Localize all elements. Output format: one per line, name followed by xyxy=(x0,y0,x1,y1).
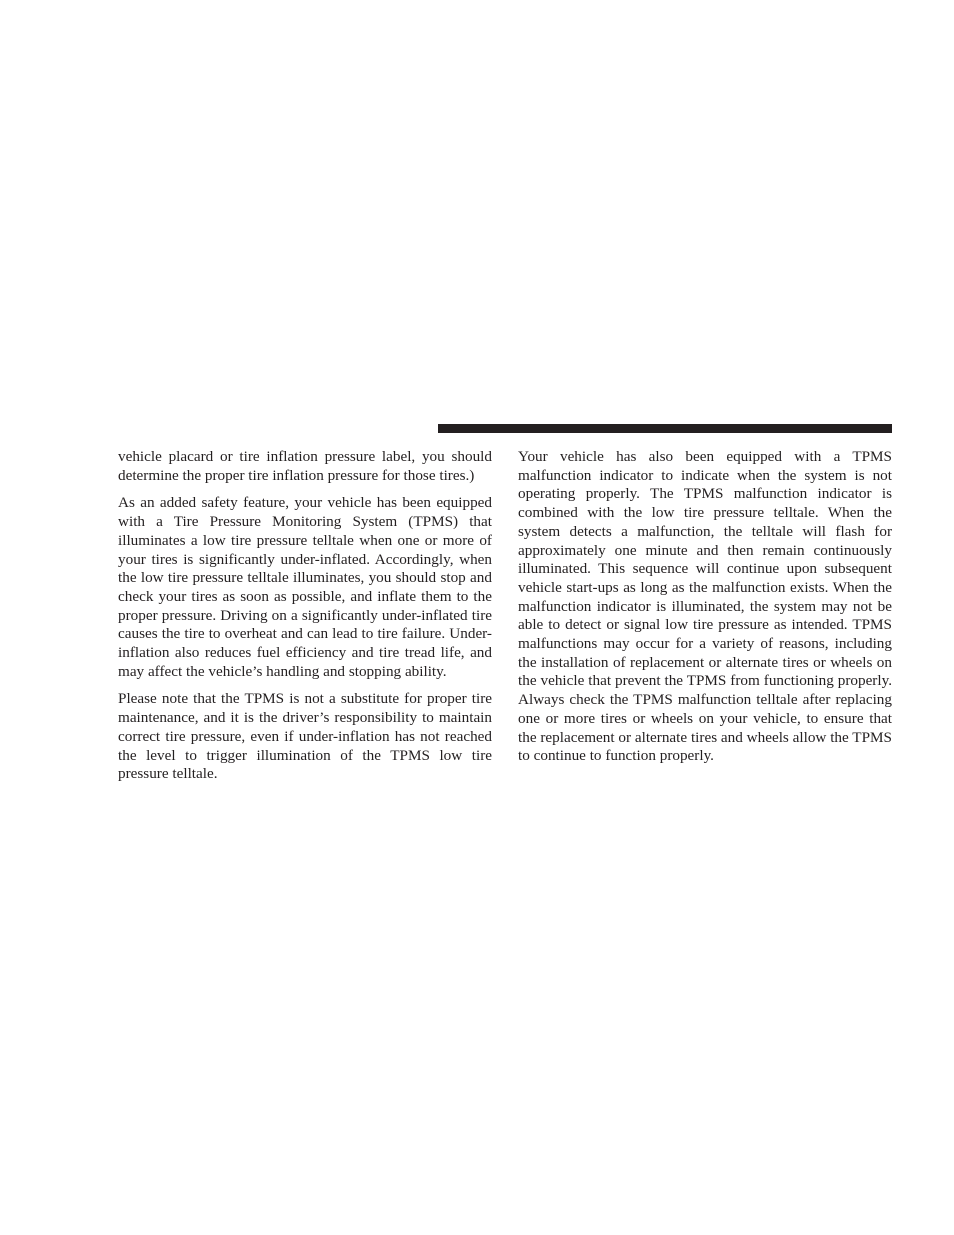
paragraph-tpms-safety-feature: As an added safety feature, your vehicle has been equipped with a Tire Pressure Monitoring System (TPMS) that illuminates a low tire pressure telltale when one or more of your tires is significantly under-inflated. Accordingly, when the low tire pressure telltale illuminates, you should stop and check your tires as soon as possible, and inflate them to the proper pressure. Driving on a significantly under-inflated tire causes the tire to overheat and can lead to tire failure. Under-inflation also reduces fuel efficiency and tire tread life, and may affect the vehicle’s handling and stopping ability. xyxy=(118,494,492,680)
right-text-column xyxy=(518,448,892,775)
paragraph-placard-continuation: vehicle placard or tire inflation pressure label, you should determine the proper tire inflation pressure for those tires.) xyxy=(118,448,492,484)
paragraph-tpms-malfunction-indicator: Your vehicle has also been equipped with a TPMS malfunction indicator to indicate when the system is not operating properly. The TPMS malfunction indicator is combined with the low tire pressure telltale. When the system detects a malfunction, the telltale will flash for approximately one minute and then remain continuously illuminated. This sequence will continue upon subsequent vehicle start-ups as long as the malfunction exists. When the malfunction indicator is illuminated, the system may not be able to detect or signal low tire pressure as intended. TPMS malfunctions may occur for a variety of reasons, including the installation of replacement or alternate tires or wheels on the vehicle that prevent the TPMS from functioning properly. Always check the TPMS malfunction telltale after replacing one or more tires or wheels on your vehicle, to ensure that the replacement or alternate tires and wheels allow the TPMS to continue to function properly. xyxy=(518,448,892,765)
section-header-rule xyxy=(438,424,892,433)
left-text-column xyxy=(118,448,492,793)
paragraph-tpms-not-substitute: Please note that the TPMS is not a substitute for proper tire maintenance, and it is the driver’s responsibility to maintain correct tire pressure, even if under-inflation has not reached the level to trigger illumination of the TPMS low tire pressure telltale. xyxy=(118,690,492,783)
